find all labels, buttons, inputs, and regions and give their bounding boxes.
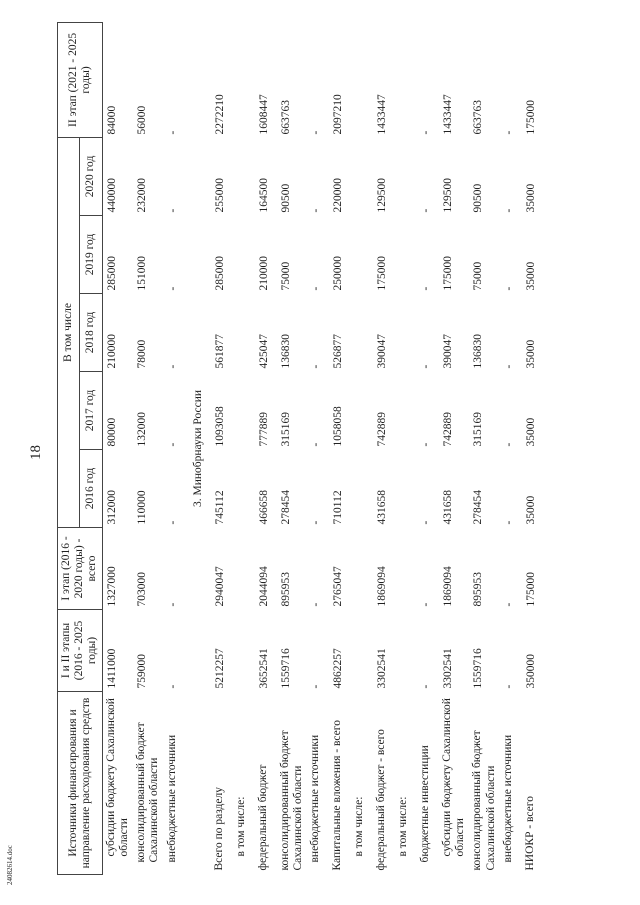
header-including: В том числе: [58, 137, 80, 527]
row-label: консолидированный бюджет Сахалинской области: [135, 722, 161, 863]
cell-value: 431658: [375, 490, 388, 525]
cell-value: [233, 137, 255, 215]
row-label: консолидированный бюджет Сахалинской области: [278, 730, 304, 871]
cell-value: [395, 372, 417, 450]
row-label: внебюджетные источники: [165, 734, 178, 863]
cell-value: -: [502, 286, 515, 291]
table-row: [522, 22, 544, 874]
cell-value: -: [166, 684, 179, 689]
cell-value: 425047: [257, 334, 270, 369]
cell-value: 136830: [472, 334, 485, 369]
cell-value: 1559716: [472, 648, 485, 689]
table-row: [395, 22, 417, 874]
row-label: Капитальные вложения - всего: [330, 720, 343, 871]
cell-value: 745112: [213, 490, 226, 525]
cell-value: -: [309, 364, 322, 369]
cell-value: -: [166, 364, 179, 369]
cell-value: 5212257: [213, 648, 226, 689]
cell-value: 1559716: [279, 648, 292, 689]
cell-value: 232000: [136, 178, 149, 213]
cell-value: 350000: [524, 654, 537, 689]
cell-value: 759000: [136, 654, 149, 689]
header-2018: 2018 год: [80, 294, 102, 372]
cell-value: [351, 294, 373, 372]
cell-value: -: [309, 130, 322, 135]
header-stage2: II этап (2021 - 2025 годы): [58, 22, 103, 137]
table-row: [469, 22, 499, 874]
cell-value: 315169: [279, 412, 292, 447]
table-row: [133, 22, 163, 874]
cell-value: [351, 528, 373, 610]
cell-value: 129500: [375, 178, 388, 213]
cell-value: [233, 610, 255, 692]
cell-value: 35000: [524, 339, 537, 369]
cell-value: 151000: [136, 256, 149, 291]
cell-value: 3302541: [375, 648, 388, 689]
cell-value: 75000: [279, 261, 292, 291]
cell-value: 3652541: [257, 648, 270, 689]
row-label: бюджетные инвестиции: [418, 745, 431, 863]
table-row: [211, 22, 233, 874]
cell-value: [351, 610, 373, 692]
row-label: субсидии бюджету Сахалинской области: [440, 698, 467, 857]
section-title: 3. Минобрнауки России: [191, 389, 204, 508]
header-2020: 2020 год: [80, 137, 102, 215]
table-row: [233, 22, 255, 874]
table-row: [351, 22, 373, 874]
row-label: консолидированный бюджет Сахалинской области: [471, 730, 497, 871]
cell-value: 175000: [441, 256, 454, 291]
cell-value: 80000: [105, 417, 118, 447]
cell-value: 250000: [331, 256, 344, 291]
cell-value: [395, 450, 417, 528]
cell-value: -: [419, 602, 432, 607]
cell-value: 390047: [375, 334, 388, 369]
table-row: [307, 22, 329, 874]
cell-value: -: [309, 208, 322, 213]
cell-value: -: [502, 130, 515, 135]
cell-value: 2044094: [257, 566, 270, 607]
cell-value: 1433447: [441, 94, 454, 135]
cell-value: 2272210: [213, 94, 226, 135]
table-row: [439, 22, 469, 874]
cell-value: 440000: [105, 178, 118, 213]
cell-value: 431658: [441, 490, 454, 525]
cell-value: 56000: [136, 105, 149, 135]
cell-value: [233, 294, 255, 372]
row-label: в том числе:: [352, 796, 365, 857]
header-2016: 2016 год: [80, 450, 102, 528]
cell-value: [395, 137, 417, 215]
cell-value: 2097210: [331, 94, 344, 135]
cell-value: -: [419, 130, 432, 135]
row-label: субсидии бюджету Сахалинской области: [104, 698, 130, 857]
cell-value: 663763: [279, 99, 292, 135]
cell-value: 742889: [441, 412, 454, 447]
cell-value: -: [502, 364, 515, 369]
cell-value: 561877: [213, 334, 226, 369]
cell-value: 75000: [472, 261, 485, 291]
cell-value: 35000: [524, 183, 537, 213]
cell-value: [395, 294, 417, 372]
row-label: в том числе:: [234, 796, 247, 857]
cell-value: -: [502, 684, 515, 689]
cell-value: 1093058: [213, 406, 226, 447]
header-stage1: I этап (2016 - 2020 годы) - всего: [58, 528, 103, 610]
cell-value: 255000: [213, 178, 226, 213]
cell-value: -: [309, 602, 322, 607]
cell-value: 110000: [136, 490, 149, 525]
cell-value: 3302541: [441, 648, 454, 689]
cell-value: [233, 216, 255, 294]
cell-value: [351, 450, 373, 528]
table-row: [500, 22, 522, 874]
cell-value: 35000: [524, 261, 537, 291]
cell-value: 1608447: [257, 94, 270, 135]
cell-value: 466658: [257, 490, 270, 525]
cell-value: -: [419, 364, 432, 369]
cell-value: 90500: [472, 183, 485, 213]
cell-value: 175000: [524, 572, 537, 607]
cell-value: 315169: [472, 412, 485, 447]
cell-value: -: [419, 520, 432, 525]
cell-value: -: [419, 286, 432, 291]
cell-value: 390047: [441, 334, 454, 369]
file-name: 24082614.doc: [6, 845, 14, 885]
cell-value: 1869094: [441, 566, 454, 607]
table-body: [102, 22, 544, 874]
table-row: [277, 22, 307, 874]
cell-value: [395, 216, 417, 294]
cell-value: 526877: [331, 334, 344, 369]
cell-value: -: [166, 602, 179, 607]
cell-value: 710112: [331, 490, 344, 525]
cell-value: 164500: [257, 178, 270, 213]
cell-value: -: [309, 286, 322, 291]
header-2017: 2017 год: [80, 372, 102, 450]
table-row: [255, 22, 277, 874]
cell-value: -: [419, 684, 432, 689]
row-label: НИОКР - всего: [523, 796, 536, 871]
header-total: I и II этапы (2016 - 2025 годы): [58, 610, 103, 692]
cell-value: [233, 22, 255, 137]
cell-value: [351, 137, 373, 215]
cell-value: -: [309, 684, 322, 689]
cell-value: 1058058: [331, 406, 344, 447]
row-label: в том числе:: [396, 796, 409, 857]
cell-value: [233, 450, 255, 528]
cell-value: 1327000: [105, 566, 118, 607]
cell-value: 136830: [279, 334, 292, 369]
cell-value: 777889: [257, 412, 270, 447]
cell-value: -: [419, 208, 432, 213]
row-label: федеральный бюджет - всего: [374, 729, 387, 871]
row-label: внебюджетные источники: [308, 734, 321, 863]
table-header: [58, 22, 103, 874]
cell-value: [233, 528, 255, 610]
cell-value: [233, 372, 255, 450]
table-row: [417, 22, 439, 874]
table-row: [102, 22, 133, 874]
cell-value: 210000: [105, 334, 118, 369]
cell-value: [395, 528, 417, 610]
cell-value: 895953: [279, 572, 292, 607]
cell-value: 312000: [105, 490, 118, 525]
table-row: [373, 22, 395, 874]
cell-value: 2940047: [213, 566, 226, 607]
cell-value: -: [309, 520, 322, 525]
cell-value: 4862257: [331, 648, 344, 689]
cell-value: -: [166, 520, 179, 525]
cell-value: 90500: [279, 183, 292, 213]
cell-value: [351, 216, 373, 294]
cell-value: 78000: [136, 339, 149, 369]
row-label: федеральный бюджет: [256, 764, 269, 871]
table-row: [329, 22, 351, 874]
cell-value: -: [166, 208, 179, 213]
cell-value: 663763: [472, 99, 485, 135]
row-label: внебюджетные источники: [501, 734, 514, 863]
cell-value: 285000: [213, 256, 226, 291]
cell-value: 175000: [524, 99, 537, 135]
cell-value: 703000: [136, 572, 149, 607]
cell-value: [395, 22, 417, 137]
cell-value: -: [166, 286, 179, 291]
header-2019: 2019 год: [80, 216, 102, 294]
cell-value: 132000: [136, 412, 149, 447]
cell-value: 210000: [257, 256, 270, 291]
cell-value: -: [166, 130, 179, 135]
cell-value: 35000: [524, 495, 537, 525]
cell-value: 1411000: [105, 648, 118, 689]
cell-value: 278454: [279, 490, 292, 525]
row-label: Всего по разделу: [212, 787, 225, 871]
header-source: Источники финансирования и направление расходования средств: [58, 692, 103, 875]
cell-value: 1433447: [375, 94, 388, 135]
cell-value: 175000: [375, 256, 388, 291]
cell-value: 278454: [472, 490, 485, 525]
cell-value: 129500: [441, 178, 454, 213]
cell-value: 2765047: [331, 566, 344, 607]
cell-value: [351, 372, 373, 450]
cell-value: -: [502, 442, 515, 447]
cell-value: -: [419, 442, 432, 447]
cell-value: -: [166, 442, 179, 447]
cell-value: 35000: [524, 417, 537, 447]
section-row: [186, 22, 211, 874]
cell-value: -: [502, 208, 515, 213]
cell-value: 84000: [105, 105, 118, 135]
cell-value: [351, 22, 373, 137]
cell-value: [395, 610, 417, 692]
table-row: [164, 22, 186, 874]
funding-table: [57, 22, 544, 875]
cell-value: -: [502, 602, 515, 607]
cell-value: -: [502, 520, 515, 525]
cell-value: 1869094: [375, 566, 388, 607]
cell-value: 742889: [375, 412, 388, 447]
cell-value: 285000: [105, 256, 118, 291]
cell-value: -: [309, 442, 322, 447]
cell-value: 220000: [331, 178, 344, 213]
cell-value: 895953: [472, 572, 485, 607]
page-number: 18: [28, 445, 44, 460]
